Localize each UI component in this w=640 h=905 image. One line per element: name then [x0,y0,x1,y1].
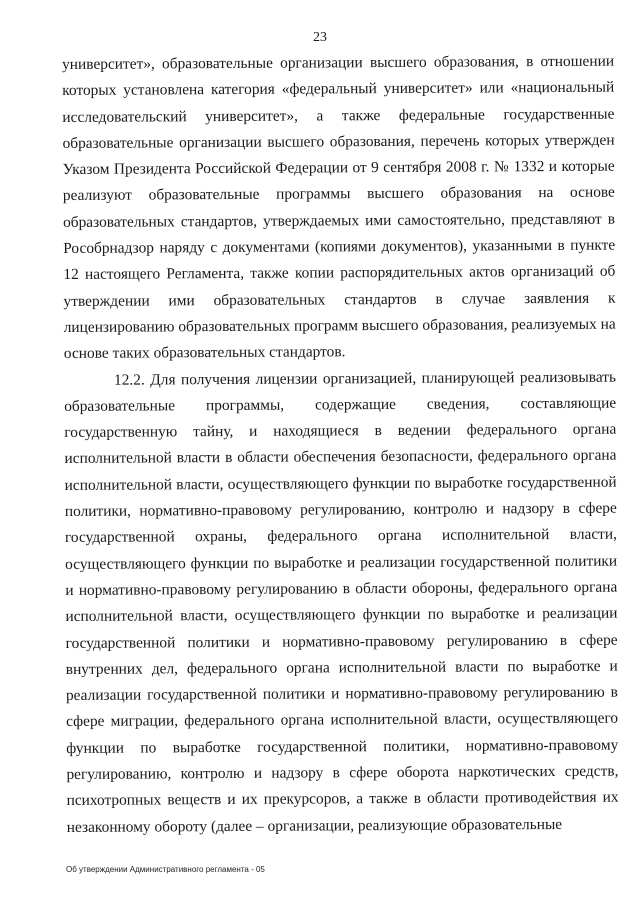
paragraph-1: университет», образовательные организации высшего образования, в отношении которых установлена категория «федеральный университет» или «национальный исследовательский университет», а также федеральные государственные образовательные организации высшего образования, перечень которых утвержден Указом Президента Российской Федерации от 9 сентября 2008 г. № 1332 и которые реализуют образовательные программы высшего образования на основе образовательных стандартов, утверждаемых ими самостоятельно, представляют в Рособрнадзор наряду с документами (копиями документов), указанными в пункте 12 настоящего Регламента, также копии распорядительных актов организаций об утверждении ими образовательных стандартов в случае заявления к лицензированию образовательных программ высшего образования, реализуемых на основе таких образовательных стандартов. [62,52,616,363]
paragraph-2: 12.2. Для получения лицензии организацией, планирующей реализовывать образовательные программы, содержащие сведения, составляющие государственную тайну, и находящиеся в ведении федерального органа исполнительной власти в области обеспечения безопасности, федерального органа исполнительной власти, осуществляющего функции по выработке государственной политики, нормативно-правовому регулированию, контролю и надзору в сфере государственной охраны, федерального органа исполнительной власти, осуществляющего функции по выработке и реализации государственной политики и нормативно-правовому регулированию в области обороны, федерального органа исполнительной власти, осуществляющего функции по выработке и реализации государственной политики и нормативно-правовому регулированию в сфере внутренних дел, федерального органа исполнительной власти по выработке и реализации государственной политики и нормативно-правовому регулированию в сфере миграции, федерального органа исполнительной власти, осуществляющего функции по выработке государственной политики, нормативно-правовому регулированию, контролю и надзору в сфере оборота наркотических средств, психотропных веществ и их прекурсоров, а также в области противодействия их незаконному обороту (далее – организации, реализующие образовательные [64,368,619,836]
document-body [62,49,619,841]
page-number: 23 [313,30,327,45]
footer-note: Об утверждении Административного регламента - 05 [66,865,265,874]
